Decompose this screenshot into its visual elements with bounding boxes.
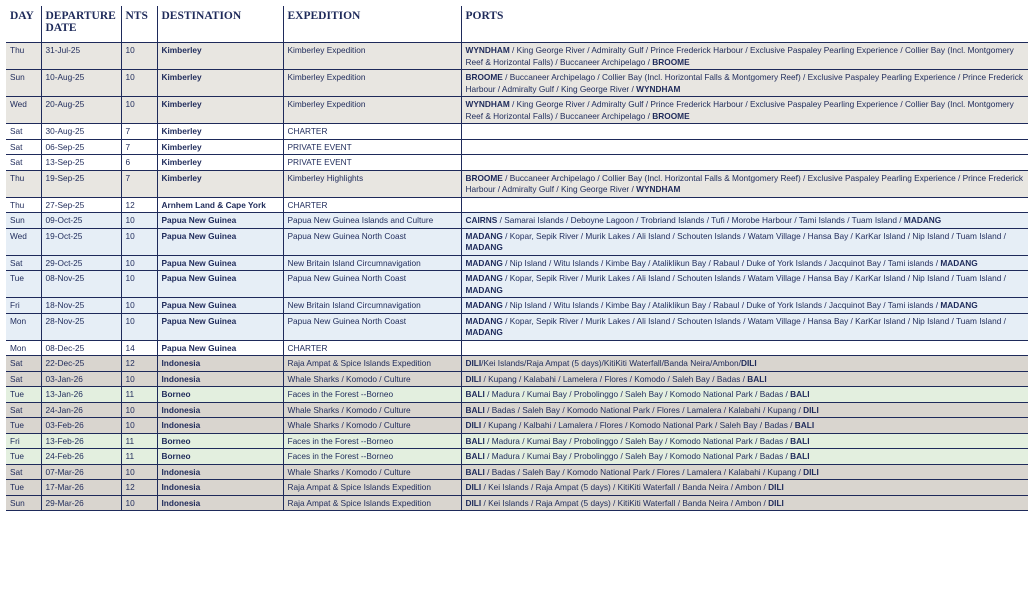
departure-date-cell: 30-Aug-25 <box>41 124 121 140</box>
departure-date-cell: 18-Nov-25 <box>41 298 121 314</box>
table-row <box>6 155 1028 171</box>
departure-date-cell: 29-Mar-26 <box>41 495 121 511</box>
nights-cell: 10 <box>121 464 157 480</box>
port-terminal: WYNDHAM <box>465 45 510 55</box>
departure-date-cell: 06-Sep-25 <box>41 139 121 155</box>
port-route: / Kopar, Sepik River / Murik Lakes / Ali Island / Schouten Islands / Watam Village / Hansa Bay / KarKar Island / Nip Island / Tuam Island / <box>502 230 1006 241</box>
port-terminal: MADANG <box>940 300 978 310</box>
departure-date-cell: 28-Nov-25 <box>41 313 121 340</box>
table-body <box>6 43 1028 511</box>
departure-date-cell: 08-Dec-25 <box>41 340 121 356</box>
ports-cell <box>461 155 1028 171</box>
table-row <box>6 313 1028 340</box>
port-route: / Nip Island / Witu Islands / Kimbe Bay / Ataliklikun Bay / Rabaul / Duke of York Islands / Jacquinot Bay / Tami islands / <box>502 300 941 310</box>
port-route: / Samarai Islands / Deboyne Lagoon / Trobriand Islands / Tufi / Morobe Harbour / Tami Islands / Tuam Island / <box>497 215 904 225</box>
ports-cell <box>461 340 1028 356</box>
nights-cell: 10 <box>121 97 157 124</box>
port-route: / Buccaneer Archipelago / Collier Bay (Incl. Horizontal Falls & Montgomery Reef) / Exclusive Paspaley Pearling Experience / Prince Frederick Harbour / Admiralty Gulf / King George River / <box>465 172 1024 194</box>
day-cell: Tue <box>6 449 41 465</box>
port-terminal: MADANG <box>465 257 503 268</box>
destination-cell: Papua New Guinea <box>157 228 283 255</box>
day-cell: Sat <box>6 139 41 155</box>
ports-cell <box>461 433 1028 449</box>
destination-cell: Indonesia <box>157 356 283 372</box>
expedition-cell: CHARTER <box>283 197 461 213</box>
table-row <box>6 298 1028 314</box>
port-terminal: DILI <box>803 466 819 477</box>
ports-cell <box>461 97 1028 124</box>
port-terminal: CAIRNS <box>465 215 498 225</box>
voyage-schedule-table <box>6 6 1028 511</box>
destination-cell: Kimberley <box>157 139 283 155</box>
day-cell: Sat <box>6 124 41 140</box>
table-row <box>6 70 1028 97</box>
port-route: / Kopar, Sepik River / Murik Lakes / Ali Island / Schouten Islands / Watam Village / Hansa Bay / KarKar Island / Nip Island / Tuam Island / <box>502 273 1006 283</box>
port-terminal: MADANG <box>465 230 503 241</box>
departure-date-cell: 24-Jan-26 <box>41 402 121 418</box>
expedition-cell: Whale Sharks / Komodo / Culture <box>283 418 461 434</box>
port-terminal: BALI <box>465 389 485 399</box>
table-row <box>6 43 1028 70</box>
port-terminal: DILI <box>465 497 482 508</box>
port-terminal: MADANG <box>465 273 503 283</box>
day-cell: Thu <box>6 170 41 197</box>
port-route: / Kei Islands / Raja Ampat (5 days) / KitiKiti Waterfall / Banda Neira / Ambon / <box>481 482 769 492</box>
port-terminal: BROOME <box>465 172 503 183</box>
expedition-cell: Faces in the Forest --Borneo <box>283 449 461 465</box>
nights-cell: 11 <box>121 387 157 403</box>
ports-cell <box>461 197 1028 213</box>
nights-cell: 10 <box>121 495 157 511</box>
port-terminal: WYNDHAM <box>636 184 681 194</box>
table-row <box>6 170 1028 197</box>
destination-cell: Indonesia <box>157 402 283 418</box>
expedition-cell: Papua New Guinea North Coast <box>283 228 461 255</box>
nights-cell: 7 <box>121 124 157 140</box>
port-route: / Madura / Kumai Bay / Probolinggo / Saleh Bay / Komodo National Park / Badas / <box>484 451 791 461</box>
destination-cell: Indonesia <box>157 480 283 496</box>
port-terminal: DILI <box>768 497 784 508</box>
nights-cell: 10 <box>121 298 157 314</box>
expedition-cell: Kimberley Expedition <box>283 97 461 124</box>
header-row <box>6 6 1028 43</box>
expedition-cell: Raja Ampat & Spice Islands Expedition <box>283 356 461 372</box>
table-row <box>6 356 1028 372</box>
table-row <box>6 197 1028 213</box>
destination-cell: Kimberley <box>157 70 283 97</box>
departure-date-cell: 03-Jan-26 <box>41 371 121 387</box>
day-cell: Sat <box>6 255 41 271</box>
table-row <box>6 387 1028 403</box>
day-cell: Wed <box>6 97 41 124</box>
expedition-cell: Papua New Guinea North Coast <box>283 313 461 340</box>
destination-cell: Kimberley <box>157 170 283 197</box>
destination-cell: Indonesia <box>157 464 283 480</box>
port-terminal: DILI <box>803 404 819 415</box>
ports-cell <box>461 139 1028 155</box>
table-row <box>6 433 1028 449</box>
port-terminal: BROOME <box>652 56 690 67</box>
expedition-cell: Papua New Guinea Islands and Culture <box>283 213 461 229</box>
destination-cell: Kimberley <box>157 97 283 124</box>
port-terminal: MADANG <box>465 284 503 295</box>
destination-cell: Papua New Guinea <box>157 298 283 314</box>
departure-date-cell: 27-Sep-25 <box>41 197 121 213</box>
table-row <box>6 495 1028 511</box>
departure-date-cell: 17-Mar-26 <box>41 480 121 496</box>
expedition-cell: Kimberley Expedition <box>283 70 461 97</box>
port-route: / Madura / Kumai Bay / Probolinggo / Saleh Bay / Komodo National Park / Badas / <box>484 435 791 446</box>
port-route: / Madura / Kumai Bay / Probolinggo / Saleh Bay / Komodo National Park / Badas / <box>484 389 791 399</box>
table-header <box>6 6 1028 43</box>
ports-cell <box>461 213 1028 229</box>
port-route: / Kupang / Kalbahi / Lamalera / Flores / Komodo National Park / Saleh Bay / Badas / <box>481 420 795 430</box>
port-terminal: BALI <box>465 466 485 477</box>
day-cell: Sun <box>6 495 41 511</box>
table-row <box>6 228 1028 255</box>
nights-cell: 11 <box>121 433 157 449</box>
ports-cell <box>461 70 1028 97</box>
port-terminal: BALI <box>465 404 485 415</box>
port-route: / Badas / Saleh Bay / Komodo National Park / Flores / Lamalera / Kalabahi / Kupang / <box>484 466 804 477</box>
destination-cell: Kimberley <box>157 124 283 140</box>
port-terminal: MADANG <box>903 215 942 225</box>
day-cell: Sun <box>6 70 41 97</box>
table-row <box>6 371 1028 387</box>
nights-cell: 10 <box>121 228 157 255</box>
port-route: /Kei Islands/Raja Ampat (5 days)/KitiKiti Waterfall/Banda Neira/Ambon/ <box>481 358 741 368</box>
ports-cell <box>461 387 1028 403</box>
port-terminal: DILI <box>465 482 482 492</box>
table-row <box>6 255 1028 271</box>
day-cell: Sat <box>6 402 41 418</box>
expedition-cell: PRIVATE EVENT <box>283 139 461 155</box>
nights-cell: 7 <box>121 170 157 197</box>
nights-cell: 12 <box>121 480 157 496</box>
table-row <box>6 402 1028 418</box>
schedule-container <box>6 6 1028 511</box>
table-row <box>6 449 1028 465</box>
expedition-cell: Faces in the Forest --Borneo <box>283 387 461 403</box>
ports-cell <box>461 464 1028 480</box>
expedition-cell: Whale Sharks / Komodo / Culture <box>283 402 461 418</box>
port-terminal: DILI <box>465 373 482 384</box>
column-header-destination: DESTINATION <box>157 6 283 43</box>
table-row <box>6 124 1028 140</box>
table-row <box>6 271 1028 298</box>
ports-cell <box>461 480 1028 496</box>
nights-cell: 10 <box>121 213 157 229</box>
departure-date-cell: 13-Feb-26 <box>41 433 121 449</box>
day-cell: Sat <box>6 464 41 480</box>
table-row <box>6 480 1028 496</box>
destination-cell: Indonesia <box>157 371 283 387</box>
ports-cell <box>461 271 1028 298</box>
port-terminal: BALI <box>465 435 485 446</box>
expedition-cell: Papua New Guinea North Coast <box>283 271 461 298</box>
day-cell: Tue <box>6 418 41 434</box>
nights-cell: 10 <box>121 255 157 271</box>
port-terminal: BROOME <box>465 72 503 82</box>
departure-date-cell: 08-Nov-25 <box>41 271 121 298</box>
ports-cell <box>461 298 1028 314</box>
departure-date-cell: 24-Feb-26 <box>41 449 121 465</box>
port-route: / Kupang / Kalabahi / Lamelera / Flores / Komodo / Saleh Bay / Badas / <box>481 373 748 384</box>
port-route: / Kei Islands / Raja Ampat (5 days) / KitiKiti Waterfall / Banda Neira / Ambon / <box>481 497 769 508</box>
departure-date-cell: 19-Oct-25 <box>41 228 121 255</box>
ports-cell <box>461 124 1028 140</box>
nights-cell: 10 <box>121 70 157 97</box>
port-terminal: BALI <box>790 389 810 399</box>
port-route: / King George River / Admiralty Gulf / Prince Frederick Harbour / Exclusive Paspaley Pearling Experience / Collier Bay (Incl. Montgomery Reef & Horizontal Falls) / Buccaneer Archipelago / <box>465 45 1014 67</box>
departure-date-cell: 10-Aug-25 <box>41 70 121 97</box>
nights-cell: 10 <box>121 402 157 418</box>
table-row <box>6 340 1028 356</box>
nights-cell: 7 <box>121 139 157 155</box>
destination-cell: Arnhem Land & Cape York <box>157 197 283 213</box>
expedition-cell: CHARTER <box>283 124 461 140</box>
nights-cell: 12 <box>121 356 157 372</box>
port-terminal: WYNDHAM <box>465 99 510 109</box>
port-terminal: MADANG <box>465 327 503 337</box>
port-terminal: MADANG <box>940 257 978 268</box>
departure-date-cell: 13-Sep-25 <box>41 155 121 171</box>
ports-cell <box>461 43 1028 70</box>
port-terminal: MADANG <box>465 300 503 310</box>
expedition-cell: Kimberley Highlights <box>283 170 461 197</box>
day-cell: Fri <box>6 298 41 314</box>
expedition-cell: New Britain Island Circumnavigation <box>283 298 461 314</box>
day-cell: Sat <box>6 371 41 387</box>
expedition-cell: Whale Sharks / Komodo / Culture <box>283 464 461 480</box>
port-terminal: BROOME <box>652 110 690 121</box>
table-row <box>6 97 1028 124</box>
port-terminal: DILI <box>465 420 482 430</box>
port-route: / Badas / Saleh Bay / Komodo National Park / Flores / Lamalera / Kalabahi / Kupang / <box>484 404 804 415</box>
column-header-ports: PORTS <box>461 6 1028 43</box>
nights-cell: 10 <box>121 418 157 434</box>
day-cell: Sat <box>6 356 41 372</box>
nights-cell: 10 <box>121 371 157 387</box>
nights-cell: 14 <box>121 340 157 356</box>
table-row <box>6 213 1028 229</box>
departure-date-cell: 20-Aug-25 <box>41 97 121 124</box>
ports-cell <box>461 418 1028 434</box>
column-header-expedition: EXPEDITION <box>283 6 461 43</box>
ports-cell <box>461 255 1028 271</box>
port-route: / Buccaneer Archipelago / Collier Bay (Incl. Horizontal Falls & Montgomery Reef) / Exclusive Paspaley Pearling Experience / Prince Frederick Harbour / Admiralty Gulf / King George River / <box>465 72 1024 94</box>
destination-cell: Papua New Guinea <box>157 271 283 298</box>
destination-cell: Papua New Guinea <box>157 340 283 356</box>
ports-cell <box>461 313 1028 340</box>
nights-cell: 10 <box>121 313 157 340</box>
departure-date-cell: 07-Mar-26 <box>41 464 121 480</box>
departure-header-line1: DEPARTURE <box>45 10 116 22</box>
ports-cell <box>461 402 1028 418</box>
port-terminal: BALI <box>790 451 810 461</box>
port-terminal: BALI <box>794 420 815 430</box>
day-cell: Wed <box>6 228 41 255</box>
nights-cell: 12 <box>121 197 157 213</box>
expedition-cell: Raja Ampat & Spice Islands Expedition <box>283 480 461 496</box>
port-terminal: MADANG <box>465 242 503 252</box>
port-terminal: BALI <box>790 435 810 446</box>
port-terminal: BALI <box>747 373 767 384</box>
destination-cell: Papua New Guinea <box>157 213 283 229</box>
port-terminal: DILI <box>768 482 784 492</box>
ports-cell <box>461 449 1028 465</box>
day-cell: Thu <box>6 197 41 213</box>
nights-cell: 6 <box>121 155 157 171</box>
destination-cell: Borneo <box>157 433 283 449</box>
expedition-cell: Kimberley Expedition <box>283 43 461 70</box>
day-cell: Sat <box>6 155 41 171</box>
departure-date-cell: 22-Dec-25 <box>41 356 121 372</box>
table-row <box>6 418 1028 434</box>
port-terminal: DILI <box>465 358 482 368</box>
expedition-cell: Whale Sharks / Komodo / Culture <box>283 371 461 387</box>
day-cell: Mon <box>6 340 41 356</box>
departure-date-cell: 03-Feb-26 <box>41 418 121 434</box>
departure-date-cell: 19-Sep-25 <box>41 170 121 197</box>
table-row <box>6 464 1028 480</box>
destination-cell: Papua New Guinea <box>157 313 283 340</box>
ports-cell <box>461 228 1028 255</box>
column-header-departure-date <box>41 6 121 43</box>
port-route: / Kopar, Sepik River / Murik Lakes / Ali Island / Schouten Islands / Watam Village / Hansa Bay / KarKar Island / Nip Island / Tuam Island / <box>502 315 1006 326</box>
day-cell: Tue <box>6 480 41 496</box>
day-cell: Tue <box>6 387 41 403</box>
departure-date-cell: 09-Oct-25 <box>41 213 121 229</box>
column-header-day: DAY <box>6 6 41 43</box>
departure-date-cell: 29-Oct-25 <box>41 255 121 271</box>
nights-cell: 10 <box>121 43 157 70</box>
destination-cell: Papua New Guinea <box>157 255 283 271</box>
port-terminal: WYNDHAM <box>636 83 681 94</box>
destination-cell: Kimberley <box>157 43 283 70</box>
ports-cell <box>461 495 1028 511</box>
port-terminal: BALI <box>465 451 485 461</box>
day-cell: Mon <box>6 313 41 340</box>
departure-date-cell: 31-Jul-25 <box>41 43 121 70</box>
expedition-cell: Raja Ampat & Spice Islands Expedition <box>283 495 461 511</box>
day-cell: Fri <box>6 433 41 449</box>
expedition-cell: CHARTER <box>283 340 461 356</box>
port-route: / Nip Island / Witu Islands / Kimbe Bay / Ataliklikun Bay / Rabaul / Duke of York Islands / Jacquinot Bay / Tami islands / <box>502 257 941 268</box>
port-terminal: MADANG <box>465 315 503 326</box>
ports-cell <box>461 170 1028 197</box>
expedition-cell: New Britain Island Circumnavigation <box>283 255 461 271</box>
ports-cell <box>461 356 1028 372</box>
destination-cell: Borneo <box>157 449 283 465</box>
port-route: / King George River / Admiralty Gulf / Prince Frederick Harbour / Exclusive Paspaley Pearling Experience / Collier Bay (Incl. Montgomery Reef & Horizontal Falls) / Buccaneer Archipelago / <box>465 99 1014 121</box>
departure-date-cell: 13-Jan-26 <box>41 387 121 403</box>
destination-cell: Borneo <box>157 387 283 403</box>
day-cell: Thu <box>6 43 41 70</box>
ports-cell <box>461 371 1028 387</box>
table-row <box>6 139 1028 155</box>
destination-cell: Indonesia <box>157 495 283 511</box>
departure-header-line2: DATE <box>45 22 77 34</box>
nights-cell: 10 <box>121 271 157 298</box>
destination-cell: Kimberley <box>157 155 283 171</box>
nights-cell: 11 <box>121 449 157 465</box>
expedition-cell: Faces in the Forest --Borneo <box>283 433 461 449</box>
day-cell: Sun <box>6 213 41 229</box>
column-header-nights: NTS <box>121 6 157 43</box>
destination-cell: Indonesia <box>157 418 283 434</box>
expedition-cell: PRIVATE EVENT <box>283 155 461 171</box>
day-cell: Tue <box>6 271 41 298</box>
port-terminal: DILI <box>740 358 757 368</box>
